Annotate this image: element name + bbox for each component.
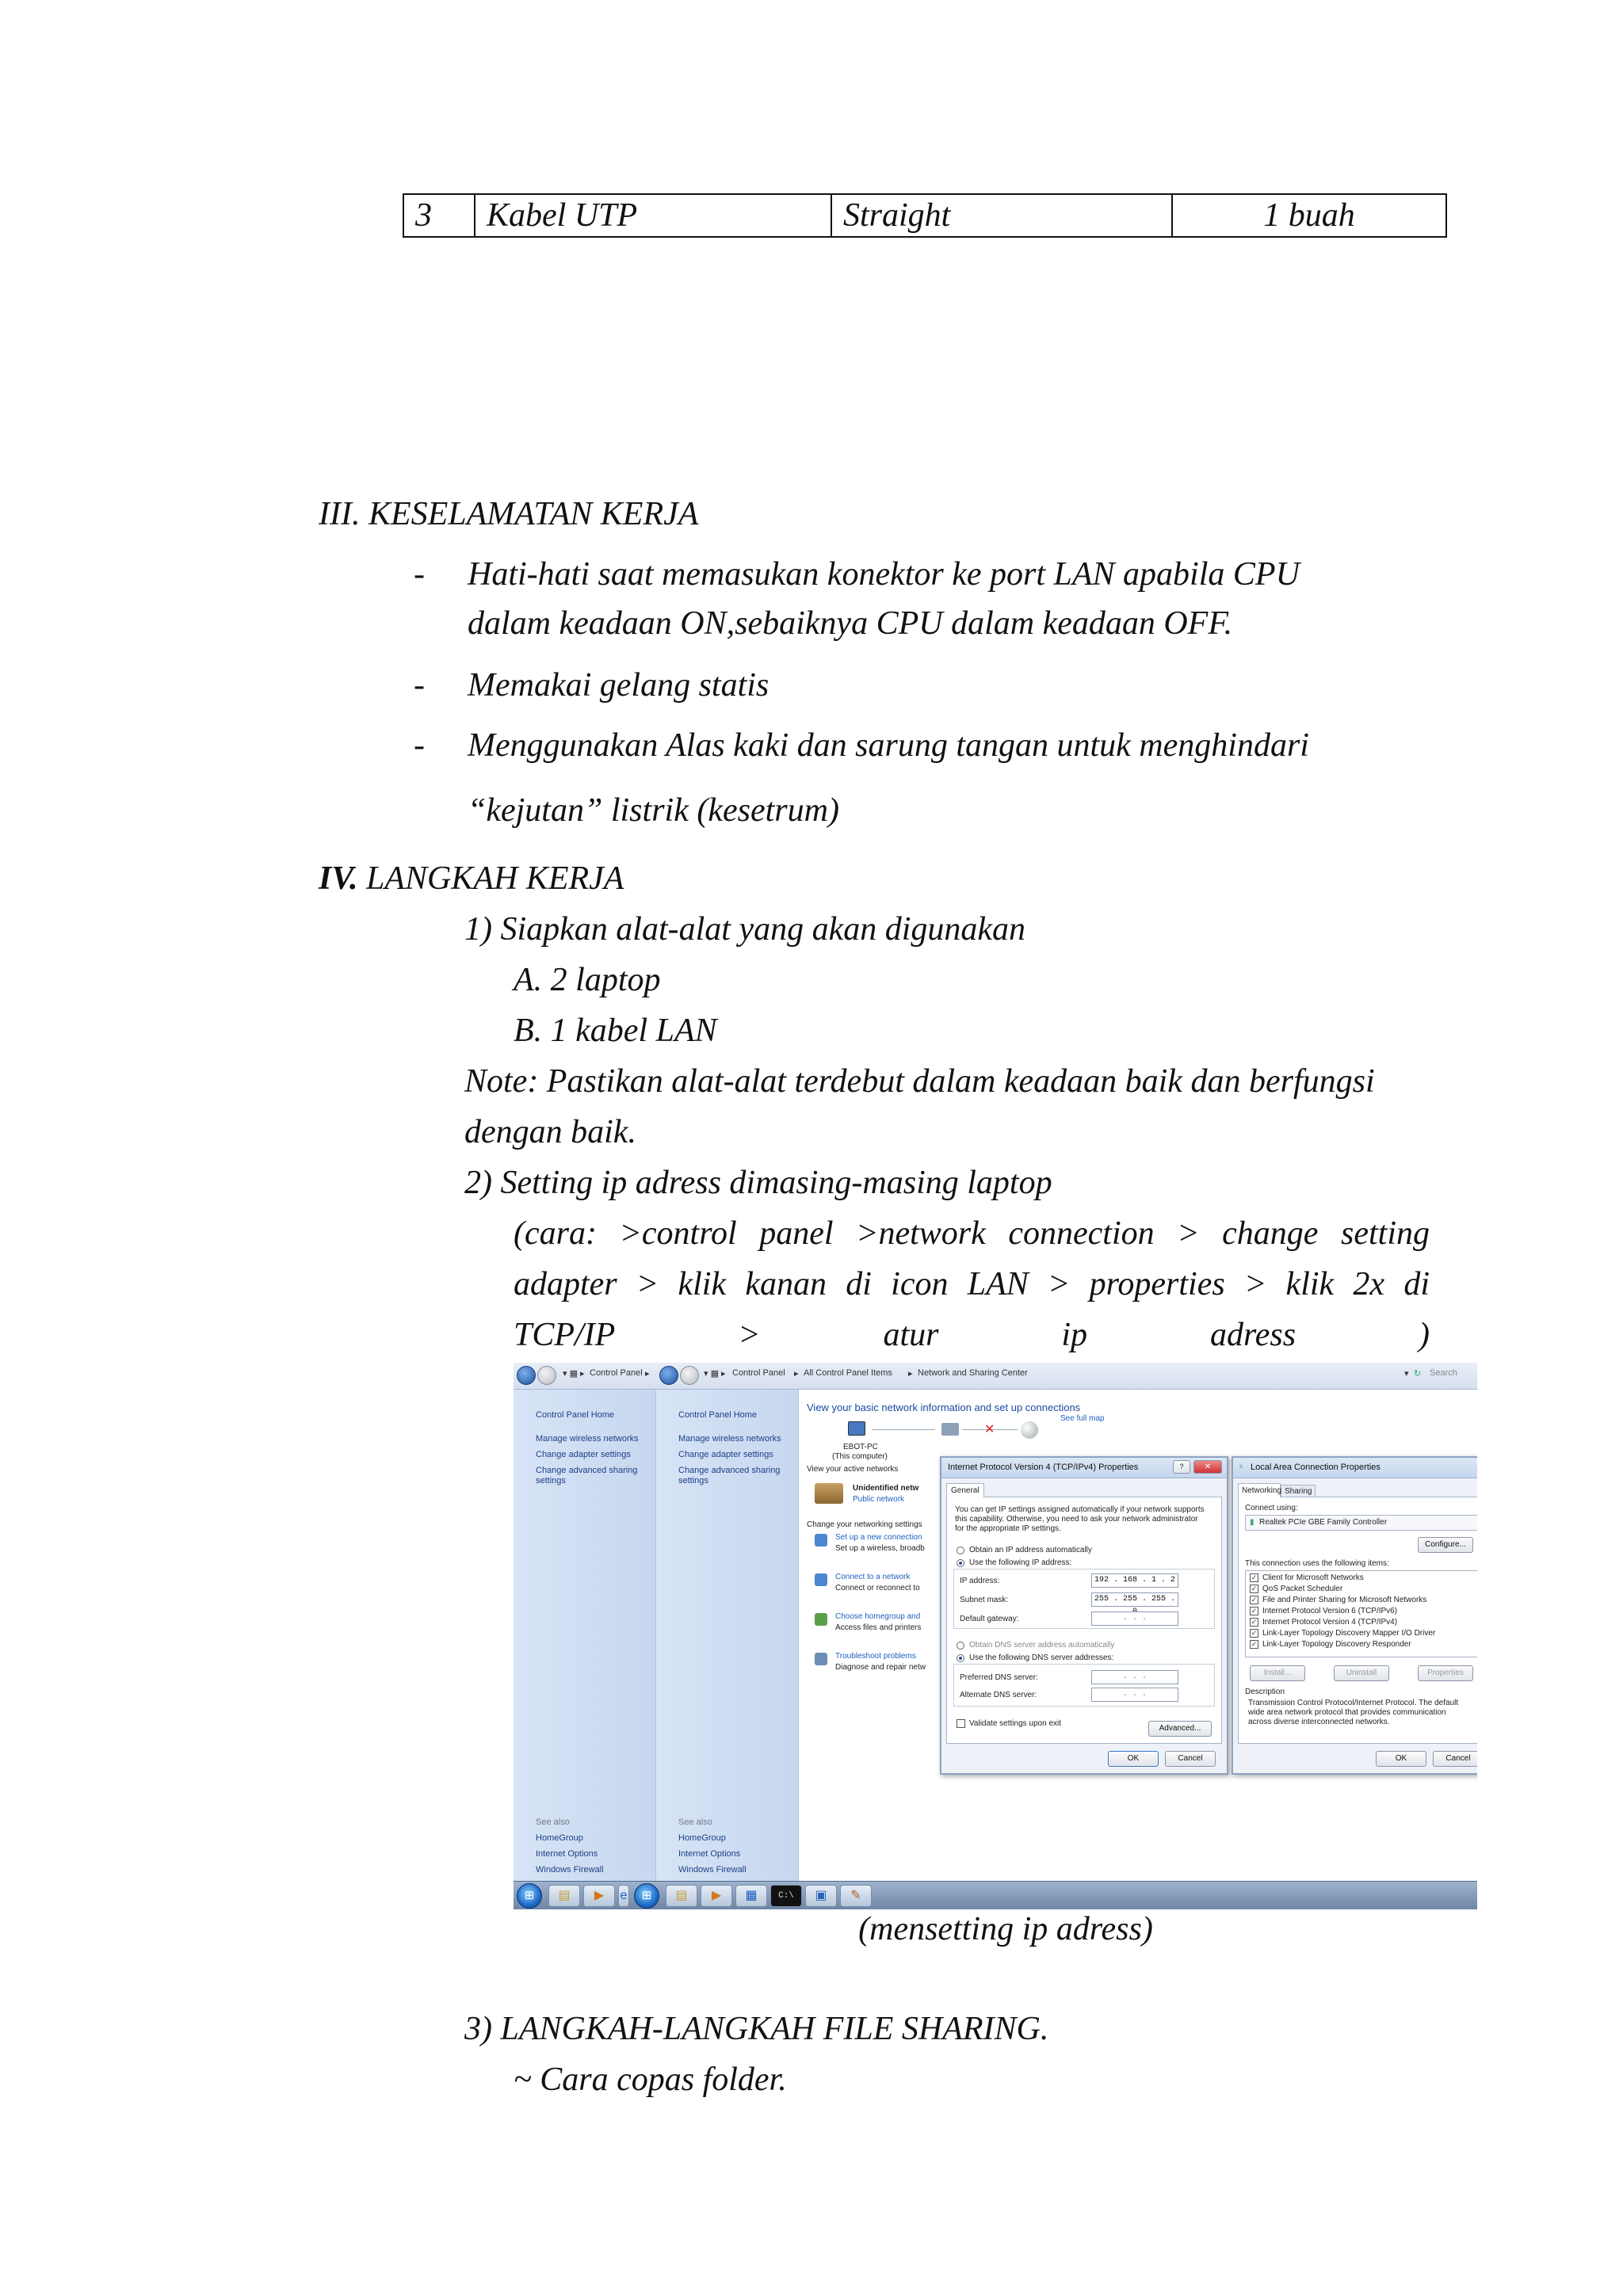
see-also-link[interactable]: HomeGroup [678, 1833, 726, 1843]
control-panel-icon: ▾ ▦ ▸ [704, 1369, 726, 1379]
item-checkbox[interactable]: ✓ [1251, 1596, 1258, 1604]
networking-panel [1238, 1497, 1477, 1744]
bullet-dash: - [414, 727, 425, 764]
see-also-link[interactable]: Windows Firewall [678, 1865, 747, 1875]
step-2-word: atur [883, 1317, 939, 1353]
forward-icon[interactable] [537, 1366, 556, 1385]
step-2-word: > [738, 1317, 761, 1353]
alternate-dns-label: Alternate DNS server: [960, 1691, 1037, 1699]
step-1-item-b: B. 1 kabel LAN [514, 1013, 717, 1049]
task-link[interactable]: Connect to a network [835, 1573, 911, 1581]
screenshot-caption: (mensetting ip adress) [858, 1911, 1153, 1947]
gateway-input[interactable]: . . . [1091, 1611, 1178, 1626]
breadcrumb-sep: ▸ [645, 1369, 650, 1379]
bullet-2: Memakai gelang statis [468, 667, 769, 704]
alternate-dns-input[interactable]: . . . [1091, 1688, 1178, 1702]
step-2-line-3 [514, 1310, 1430, 1360]
description-label: Description [1245, 1688, 1285, 1696]
use-following-ip-radio[interactable] [957, 1559, 964, 1567]
see-also-link[interactable]: Windows Firewall [536, 1865, 604, 1875]
new-connection-icon [815, 1534, 827, 1547]
list-item[interactable]: File and Printer Sharing for Microsoft Networks [1262, 1596, 1427, 1604]
breadcrumb-item[interactable]: All Control Panel Items [804, 1368, 892, 1378]
table-cell-item: Kabel UTP [475, 194, 831, 237]
table-cell-qty: 1 buah [1172, 194, 1446, 237]
see-also-label: See also [678, 1817, 712, 1827]
ok-button[interactable]: OK [1376, 1751, 1426, 1767]
tab-networking[interactable]: Networking [1238, 1483, 1281, 1497]
step-2-word: ip [1061, 1317, 1088, 1353]
section-4-heading [319, 854, 624, 903]
see-also-link[interactable]: Internet Options [536, 1849, 598, 1859]
tab-sharing[interactable]: Sharing [1281, 1485, 1316, 1497]
validate-label: Validate settings upon exit [969, 1719, 1062, 1728]
item-checkbox[interactable]: ✓ [1251, 1607, 1258, 1615]
note-line-2: dengan baik. [464, 1114, 636, 1150]
task-desc: Access files and printers [835, 1623, 922, 1632]
sidebar-link[interactable]: Change adapter settings [536, 1450, 631, 1459]
description-text: Transmission Control Protocol/Internet Protocol. The default [1248, 1699, 1459, 1707]
bullet-1-line-1: Hati-hati saat memasukan konektor ke port LAN apabila CPU [468, 556, 1300, 593]
uninstall-button[interactable]: Uninstall [1334, 1665, 1389, 1681]
table-cell-type: Straight [831, 194, 1172, 237]
document-icon[interactable]: ▦ [735, 1885, 767, 1907]
list-item[interactable]: Link-Layer Topology Discovery Responder [1262, 1640, 1411, 1649]
ie-icon[interactable]: e [618, 1885, 629, 1907]
dialog-titlebar [1233, 1458, 1477, 1478]
sidebar-link[interactable]: Manage wireless networks [536, 1434, 639, 1444]
configure-button[interactable]: Configure... [1418, 1537, 1473, 1553]
intro-text: You can get IP settings assigned automatically if your network supports [955, 1505, 1205, 1514]
ip-address-label: IP address: [960, 1577, 1000, 1585]
step-3-sub: ~ Cara copas folder. [514, 2061, 787, 2098]
ok-button[interactable]: OK [1108, 1751, 1159, 1767]
obtain-ip-auto-label: Obtain an IP address automatically [969, 1546, 1092, 1554]
intro-text: this capability. Otherwise, you need to ask your network administrator [955, 1515, 1198, 1524]
help-icon[interactable]: ? [1173, 1460, 1190, 1474]
network-name: Unidentified netw [853, 1484, 919, 1493]
description-text: across diverse interconnected networks. [1248, 1718, 1390, 1726]
cancel-button[interactable]: Cancel [1433, 1751, 1477, 1767]
adapter-name: Realtek PCIe GBE Family Controller [1259, 1518, 1388, 1527]
folder-icon[interactable]: ▤ [666, 1885, 697, 1907]
right-address-bar [656, 1363, 1477, 1390]
validate-checkbox[interactable] [957, 1719, 965, 1728]
see-also-link[interactable]: HomeGroup [536, 1833, 583, 1843]
task-desc: Diagnose and repair netw [835, 1663, 926, 1672]
connect-network-icon [815, 1573, 827, 1586]
breadcrumb-sep: ▸ [908, 1369, 913, 1379]
breadcrumb-item[interactable]: Control Panel [590, 1368, 643, 1378]
back-icon[interactable] [659, 1366, 678, 1385]
network-type-link[interactable]: Public network [853, 1495, 905, 1504]
step-1-item-a: A. 2 laptop [514, 962, 661, 998]
sidebar-home-link[interactable]: Control Panel Home [678, 1410, 758, 1420]
step-3: 3) LANGKAH-LANGKAH FILE SHARING. [464, 2011, 1049, 2047]
obtain-ip-auto-radio[interactable] [957, 1547, 964, 1554]
step-2: 2) Setting ip adress dimasing-masing laptop [464, 1165, 1052, 1201]
list-item[interactable]: Link-Layer Topology Discovery Mapper I/O Driver [1262, 1629, 1436, 1638]
computer-sub: (This computer) [832, 1452, 888, 1461]
dialog-titlebar [941, 1458, 1227, 1478]
see-full-map-link[interactable]: See full map [1060, 1414, 1105, 1423]
subnet-mask-input[interactable]: 255 . 255 . 255 . [1091, 1592, 1178, 1607]
description-text: wide area network protocol that provides communication [1248, 1708, 1446, 1717]
table-cell-no: 3 [403, 194, 475, 237]
bullet-3-line-2: “kejutan” listrik (kesetrum) [468, 792, 839, 829]
paint-icon[interactable]: ✎ [840, 1885, 872, 1907]
general-panel [946, 1497, 1222, 1744]
step-2-word: adress [1209, 1317, 1296, 1353]
item-checkbox[interactable]: ✓ [1251, 1640, 1258, 1648]
item-checkbox[interactable]: ✓ [1251, 1618, 1258, 1626]
ipv4-properties-dialog [940, 1456, 1228, 1775]
step-2-line-1: (cara: >control panel >network connection > change setting [514, 1215, 1430, 1252]
sidebar-link[interactable]: Change advanced sharing settings [536, 1466, 638, 1486]
cancel-button[interactable]: Cancel [1165, 1751, 1216, 1767]
main-title: View your basic network information and set up connections [807, 1402, 1081, 1413]
left-address-bar [514, 1363, 656, 1390]
cmd-icon[interactable]: C:\ [770, 1885, 802, 1907]
troubleshoot-icon [815, 1653, 827, 1665]
folder-icon[interactable]: ▤ [548, 1885, 580, 1907]
note-line-1: Note: Pastikan alat-alat terdebut dalam keadaan baik dan berfungsi [464, 1063, 1375, 1100]
obtain-dns-auto-radio[interactable] [957, 1642, 964, 1650]
computer-icon [848, 1421, 865, 1436]
use-following-ip-label: Use the following IP address: [969, 1558, 1072, 1567]
start-orb-icon[interactable]: ⊞ [634, 1883, 659, 1909]
advanced-button[interactable]: Advanced... [1148, 1721, 1212, 1737]
bullet-dash: - [414, 556, 425, 593]
obtain-dns-auto-label: Obtain DNS server address automatically [969, 1641, 1115, 1650]
right-sidebar [656, 1390, 799, 1881]
item-checkbox[interactable]: ✓ [1251, 1585, 1258, 1592]
item-checkbox[interactable]: ✓ [1251, 1573, 1258, 1581]
media-icon[interactable]: ▶ [701, 1885, 732, 1907]
bullet-3-line-1: Menggunakan Alas kaki dan sarung tangan untuk menghindari [468, 727, 1309, 764]
see-also-label: See also [536, 1817, 570, 1827]
see-also-link[interactable]: Internet Options [678, 1849, 741, 1859]
dropdown-icon[interactable]: ▾ [1404, 1369, 1409, 1379]
list-item[interactable]: Internet Protocol Version 4 (TCP/IPv4) [1262, 1618, 1398, 1627]
change-settings-label: Change your networking settings [807, 1520, 922, 1529]
list-item[interactable]: Client for Microsoft Networks [1262, 1573, 1364, 1582]
tools-table [403, 193, 1447, 238]
subnet-mask-label: Subnet mask: [960, 1596, 1009, 1604]
task-desc: Connect or reconnect to [835, 1584, 920, 1592]
media-icon[interactable]: ▶ [583, 1885, 615, 1907]
homegroup-icon [815, 1613, 827, 1626]
start-orb-icon[interactable]: ⊞ [517, 1883, 542, 1909]
properties-button[interactable]: Properties [1418, 1665, 1473, 1681]
breadcrumb-item[interactable]: Network and Sharing Center [918, 1368, 1028, 1378]
adapter-icon: ▮ [1250, 1518, 1254, 1527]
use-following-dns-label: Use the following DNS server addresses: [969, 1653, 1114, 1662]
refresh-icon[interactable]: ↻ [1414, 1369, 1422, 1379]
bullet-dash: - [414, 667, 425, 704]
network-icon [941, 1423, 959, 1436]
items-label: This connection uses the following items: [1245, 1559, 1389, 1568]
forward-icon[interactable] [680, 1366, 699, 1385]
section-3-heading: III. KESELAMATAN KERJA [319, 496, 699, 532]
tab-general[interactable]: General [946, 1483, 984, 1497]
breadcrumb-item[interactable]: Control Panel [732, 1368, 785, 1378]
task-desc: Set up a wireless, broadb [835, 1544, 925, 1553]
step-2-word: TCP/IP [514, 1317, 616, 1353]
sidebar-home-link[interactable]: Control Panel Home [536, 1410, 615, 1420]
use-following-dns-radio[interactable] [957, 1654, 964, 1662]
sidebar-link[interactable]: Manage wireless networks [678, 1434, 781, 1444]
network-settings-screenshot [514, 1363, 1477, 1909]
active-networks-label: View your active networks [807, 1465, 899, 1474]
task-link[interactable]: Troubleshoot problems [835, 1652, 916, 1661]
item-checkbox[interactable]: ✓ [1251, 1629, 1258, 1637]
task-link[interactable]: Set up a new connection [835, 1533, 922, 1542]
lan-properties-dialog [1232, 1456, 1477, 1775]
list-item[interactable]: Internet Protocol Version 6 (TCP/IPv6) [1262, 1607, 1398, 1615]
sidebar-link[interactable]: Change adapter settings [678, 1450, 773, 1459]
table-row [403, 194, 1446, 237]
dialog-title: Local Area Connection Properties [1251, 1463, 1381, 1472]
left-sidebar [514, 1390, 656, 1881]
connect-using-label: Connect using: [1245, 1504, 1298, 1512]
install-button[interactable]: Install... [1250, 1665, 1305, 1681]
connection-line [872, 1429, 935, 1430]
list-item[interactable]: QoS Packet Scheduler [1262, 1585, 1343, 1593]
ip-address-input[interactable]: 192 . 168 . 1 . 2 [1091, 1573, 1178, 1588]
disconnected-icon: ✕ [984, 1423, 995, 1436]
network-icon[interactable]: ▣ [805, 1885, 837, 1907]
back-icon[interactable] [517, 1366, 536, 1385]
bench-network-icon [815, 1483, 843, 1504]
search-box[interactable]: Search [1430, 1368, 1457, 1378]
bullet-1-line-2: dalam keadaan ON,sebaiknya CPU dalam keadaan OFF. [468, 605, 1233, 642]
intro-text: for the appropriate IP settings. [955, 1524, 1061, 1533]
gateway-label: Default gateway: [960, 1615, 1019, 1623]
computer-name: EBOT-PC [843, 1443, 878, 1451]
network-adapter-icon: ⚡ [1238, 1463, 1244, 1472]
section-4-numeral: IV. [319, 860, 358, 897]
dialog-title: Internet Protocol Version 4 (TCP/IPv4) Properties [948, 1463, 1139, 1472]
section-4-title: LANGKAH KERJA [365, 860, 624, 897]
task-link[interactable]: Choose homegroup and [835, 1612, 921, 1621]
sidebar-link[interactable]: Change advanced sharing settings [678, 1466, 781, 1486]
breadcrumb-sep: ▸ [794, 1369, 799, 1379]
preferred-dns-label: Preferred DNS server: [960, 1673, 1038, 1682]
step-2-word: ) [1418, 1317, 1430, 1353]
internet-globe-icon [1021, 1421, 1038, 1439]
preferred-dns-input[interactable]: . . . [1091, 1670, 1178, 1684]
close-icon[interactable]: ✕ [1193, 1460, 1222, 1474]
step-1: 1) Siapkan alat-alat yang akan digunakan [464, 911, 1026, 948]
step-2-line-2: adapter > klik kanan di icon LAN > properties > klik 2x di [514, 1266, 1430, 1302]
control-panel-icon: ▾ ▦ ▸ [563, 1369, 585, 1379]
